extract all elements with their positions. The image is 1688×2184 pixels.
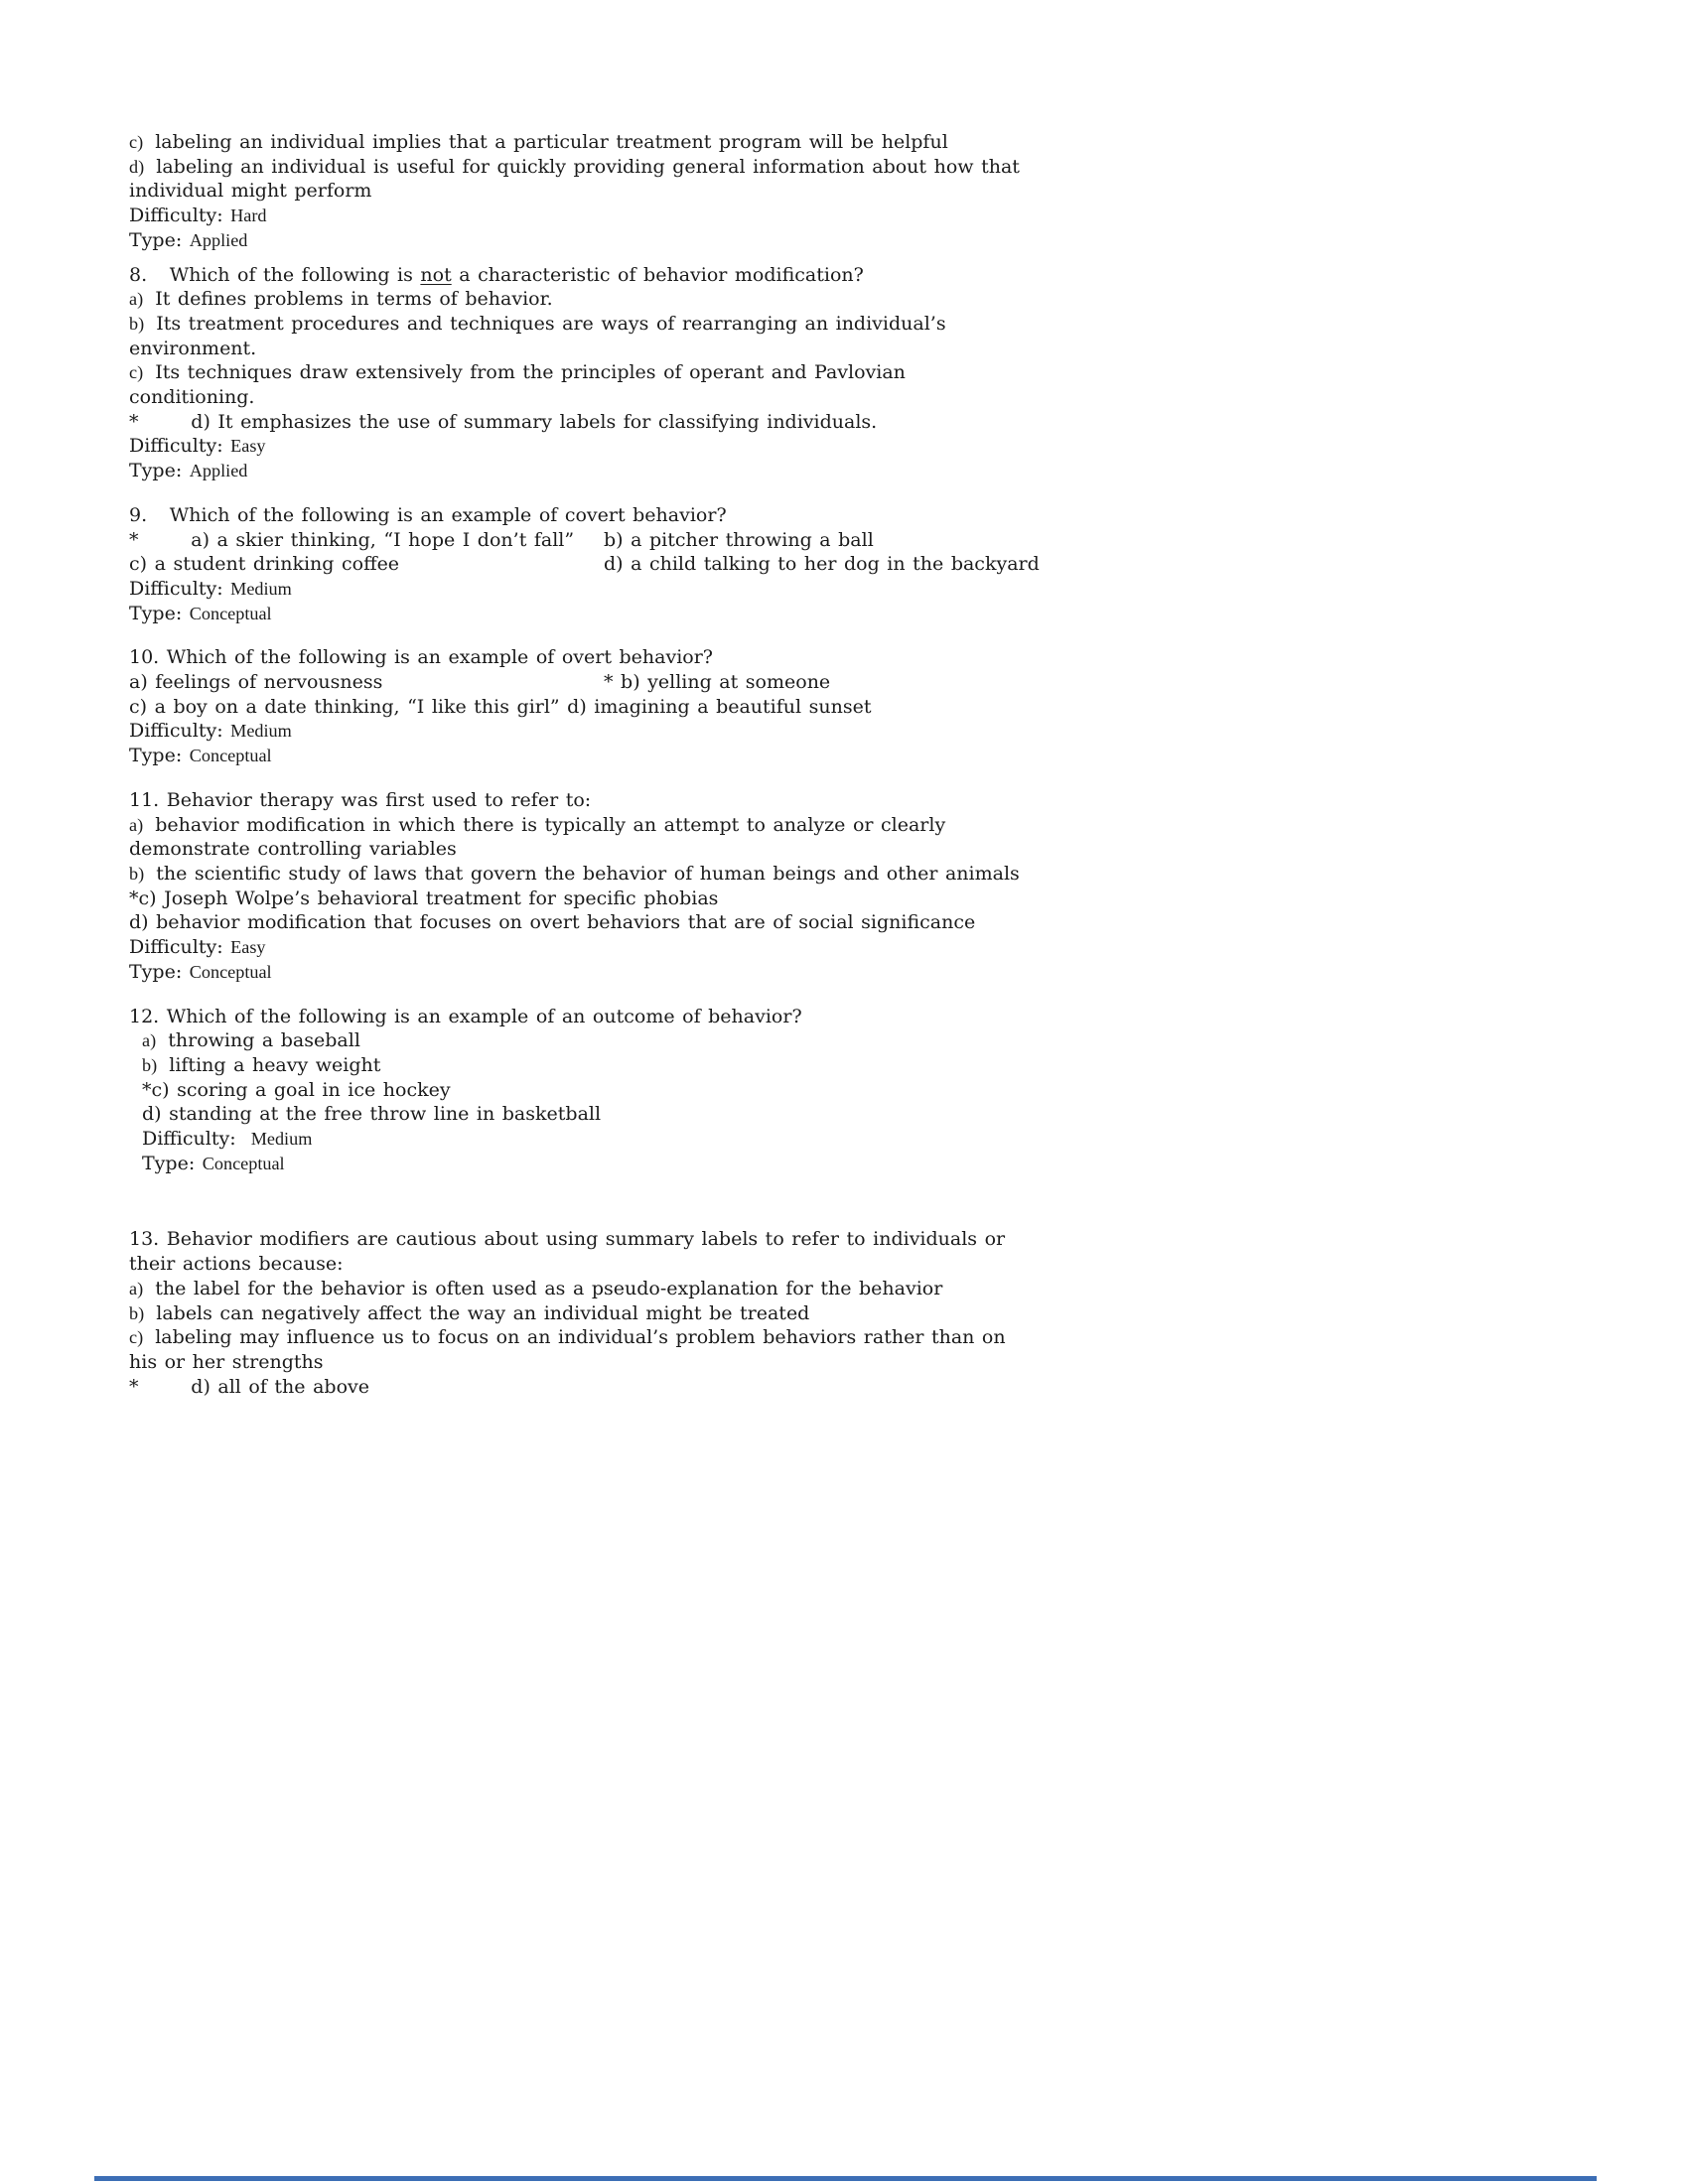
text-segment: a): [142, 1030, 169, 1051]
text-segment: 10. Which of the following is an example of overt behavior?: [129, 646, 713, 669]
difficulty-line: [129, 204, 1028, 228]
text-segment: throwing a baseball: [168, 1029, 360, 1052]
difficulty-line: [129, 577, 1028, 602]
option-d: [129, 910, 1028, 935]
text-segment: Applied: [189, 461, 248, 481]
options-row: [129, 552, 1040, 577]
options-row: [129, 670, 1028, 695]
question-12: [129, 1005, 1028, 1176]
text-segment: a): [129, 289, 156, 310]
option-c: [129, 1325, 1028, 1350]
text-segment: * d) It emphasizes the use of summary labels for classifying individuals.: [129, 410, 878, 433]
text-segment: *c) scoring a goal in ice hockey: [142, 1078, 451, 1101]
text-segment: Conceptual: [189, 961, 272, 982]
type-line: [129, 459, 1028, 483]
option-column-right: [604, 552, 1040, 577]
text-segment: Type:: [129, 228, 190, 251]
text-segment: 9. Which of the following is an example of covert behavior?: [129, 503, 727, 526]
text-segment: d): [129, 156, 157, 177]
underlined-word: not: [420, 263, 452, 286]
option-d: [129, 1102, 1028, 1127]
text-segment: a): [129, 1278, 156, 1298]
text-segment: c): [129, 1327, 156, 1348]
page-bottom-divider: [94, 2176, 1597, 2181]
option-c: [129, 360, 1028, 385]
text-segment: Conceptual: [189, 603, 272, 623]
text-segment: lifting a heavy weight: [169, 1053, 381, 1076]
question-11: [129, 788, 1028, 985]
text-segment: 11. Behavior therapy was first used to refer to:: [129, 788, 592, 811]
option-a: [129, 1277, 1028, 1301]
difficulty-line: [129, 1127, 1028, 1152]
text-segment: b): [129, 313, 157, 334]
text-segment: Easy: [230, 436, 266, 457]
question-stem: [129, 1227, 1028, 1252]
option-c: [129, 130, 1028, 155]
text-segment: Difficulty:: [129, 936, 231, 959]
option-a-continued: [129, 837, 1028, 862]
text-segment: c): [129, 132, 156, 152]
text-segment: Type:: [129, 602, 190, 624]
text-segment: Medium: [230, 721, 292, 742]
text-segment: their actions because:: [129, 1253, 344, 1276]
option-b: [129, 312, 1028, 337]
text-segment: Type:: [142, 1152, 203, 1174]
text-segment: d) a child talking to her dog in the backyard: [604, 553, 1040, 576]
text-segment: * d) all of the above: [129, 1375, 369, 1398]
text-segment: Type:: [129, 960, 190, 983]
option-c-continued: [129, 1350, 1028, 1375]
text-segment: individual might perform: [129, 180, 372, 203]
option-column-right: [604, 528, 874, 553]
type-line: [129, 228, 1028, 253]
option-b: [129, 862, 1028, 887]
option-a: [129, 1028, 1028, 1053]
option-a: [129, 813, 1028, 838]
text-segment: Applied: [189, 229, 248, 250]
text-segment: 13. Behavior modifiers are cautious about using summary labels to refer to individuals or: [129, 1228, 1006, 1251]
text-segment: a characteristic of behavior modification?: [451, 263, 864, 286]
text-segment: c) a student drinking coffee: [129, 553, 400, 576]
question-stem: [129, 645, 1028, 670]
text-segment: Conceptual: [189, 746, 272, 766]
text-segment: * b) yelling at someone: [604, 671, 831, 694]
question-stem: [129, 1005, 1028, 1029]
text-segment: Medium: [250, 1129, 313, 1150]
option-b: [129, 1053, 1028, 1078]
text-segment: b) a pitcher throwing a ball: [604, 528, 874, 551]
text-segment: d) behavior modification that focuses on overt behaviors that are of social significance: [129, 911, 976, 934]
text-segment: labeling an individual implies that a particular treatment program will be helpful: [155, 131, 948, 153]
type-line: [129, 744, 1028, 768]
text-segment: conditioning.: [129, 386, 255, 409]
question-9: [129, 503, 1040, 626]
text-segment: the label for the behavior is often used as a pseudo-explanation for the behavior: [155, 1277, 943, 1299]
type-line: [129, 960, 1028, 985]
question-8: [129, 263, 1028, 483]
text-segment: labels can negatively affect the way an individual might be treated: [156, 1301, 810, 1324]
text-segment: 8. Which of the following is: [129, 263, 421, 286]
text-segment: Easy: [230, 937, 266, 958]
text-segment: Difficulty:: [142, 1128, 251, 1151]
option-d: [129, 155, 1028, 180]
difficulty-line: [129, 719, 1028, 744]
type-line: [129, 602, 1028, 626]
options-row: [129, 695, 1028, 720]
question-stem: [129, 263, 1028, 288]
text-segment: *c) Joseph Wolpe’s behavioral treatment for specific phobias: [129, 887, 719, 909]
text-segment: labeling may influence us to focus on an individual’s problem behaviors rather than on: [155, 1326, 1006, 1349]
text-segment: environment.: [129, 337, 257, 359]
option-c-correct: [129, 1078, 1028, 1103]
option-d-continued: [129, 179, 1028, 204]
text-segment: Its treatment procedures and techniques are ways of rearranging an individual’s: [156, 312, 946, 335]
text-segment: c): [129, 362, 156, 383]
document-content: [129, 130, 1040, 1399]
text-segment: Difficulty:: [129, 205, 231, 227]
option-d-correct: [129, 1375, 1028, 1400]
text-segment: a) feelings of nervousness: [129, 671, 383, 694]
text-segment: Difficulty:: [129, 435, 231, 458]
text-segment: 12. Which of the following is an example of an outcome of behavior?: [129, 1005, 802, 1027]
text-segment: Conceptual: [202, 1153, 285, 1173]
question-stem: [129, 503, 1028, 528]
text-segment: Hard: [230, 205, 267, 226]
difficulty-line: [129, 434, 1028, 459]
text-segment: Its techniques draw extensively from the principles of operant and Pavlovian: [155, 361, 906, 384]
text-segment: Difficulty:: [129, 577, 231, 600]
option-column-right: [604, 670, 830, 695]
option-c-continued: [129, 385, 1028, 410]
text-segment: Type:: [129, 745, 190, 767]
option-c-correct: [129, 887, 1028, 911]
text-segment: c) a boy on a date thinking, “I like this girl” d) imagining a beautiful sunset: [129, 695, 872, 718]
option-b-continued: [129, 337, 1028, 361]
text-segment: labeling an individual is useful for quickly providing general information about how that: [156, 155, 1020, 178]
text-segment: b): [129, 863, 157, 884]
option-a: [129, 287, 1028, 312]
text-segment: * a) a skier thinking, “I hope I don’t fall”: [129, 528, 575, 551]
question-stem-continued: [129, 1252, 1028, 1277]
text-segment: It defines problems in terms of behavior.: [155, 288, 553, 311]
text-segment: d) standing at the free throw line in basketball: [142, 1103, 602, 1126]
difficulty-line: [129, 935, 1028, 960]
question-stem: [129, 788, 1028, 813]
question-7-continuation: [129, 130, 1028, 253]
option-d-correct: [129, 410, 1028, 435]
options-row: [129, 528, 1028, 553]
type-line: [129, 1152, 1028, 1176]
text-segment: his or her strengths: [129, 1350, 324, 1373]
text-segment: the scientific study of laws that govern the behavior of human beings and other animals: [156, 862, 1020, 885]
text-segment: b): [142, 1054, 170, 1075]
question-10: [129, 645, 1028, 768]
text-segment: behavior modification in which there is typically an attempt to analyze or clearly: [155, 813, 946, 836]
text-segment: b): [129, 1302, 157, 1323]
text-segment: demonstrate controlling variables: [129, 838, 457, 861]
option-b: [129, 1301, 1028, 1326]
text-segment: a): [129, 814, 156, 835]
text-segment: Difficulty:: [129, 720, 231, 743]
question-13: [129, 1227, 1028, 1399]
text-segment: Medium: [230, 578, 292, 599]
text-segment: Type:: [129, 460, 190, 482]
